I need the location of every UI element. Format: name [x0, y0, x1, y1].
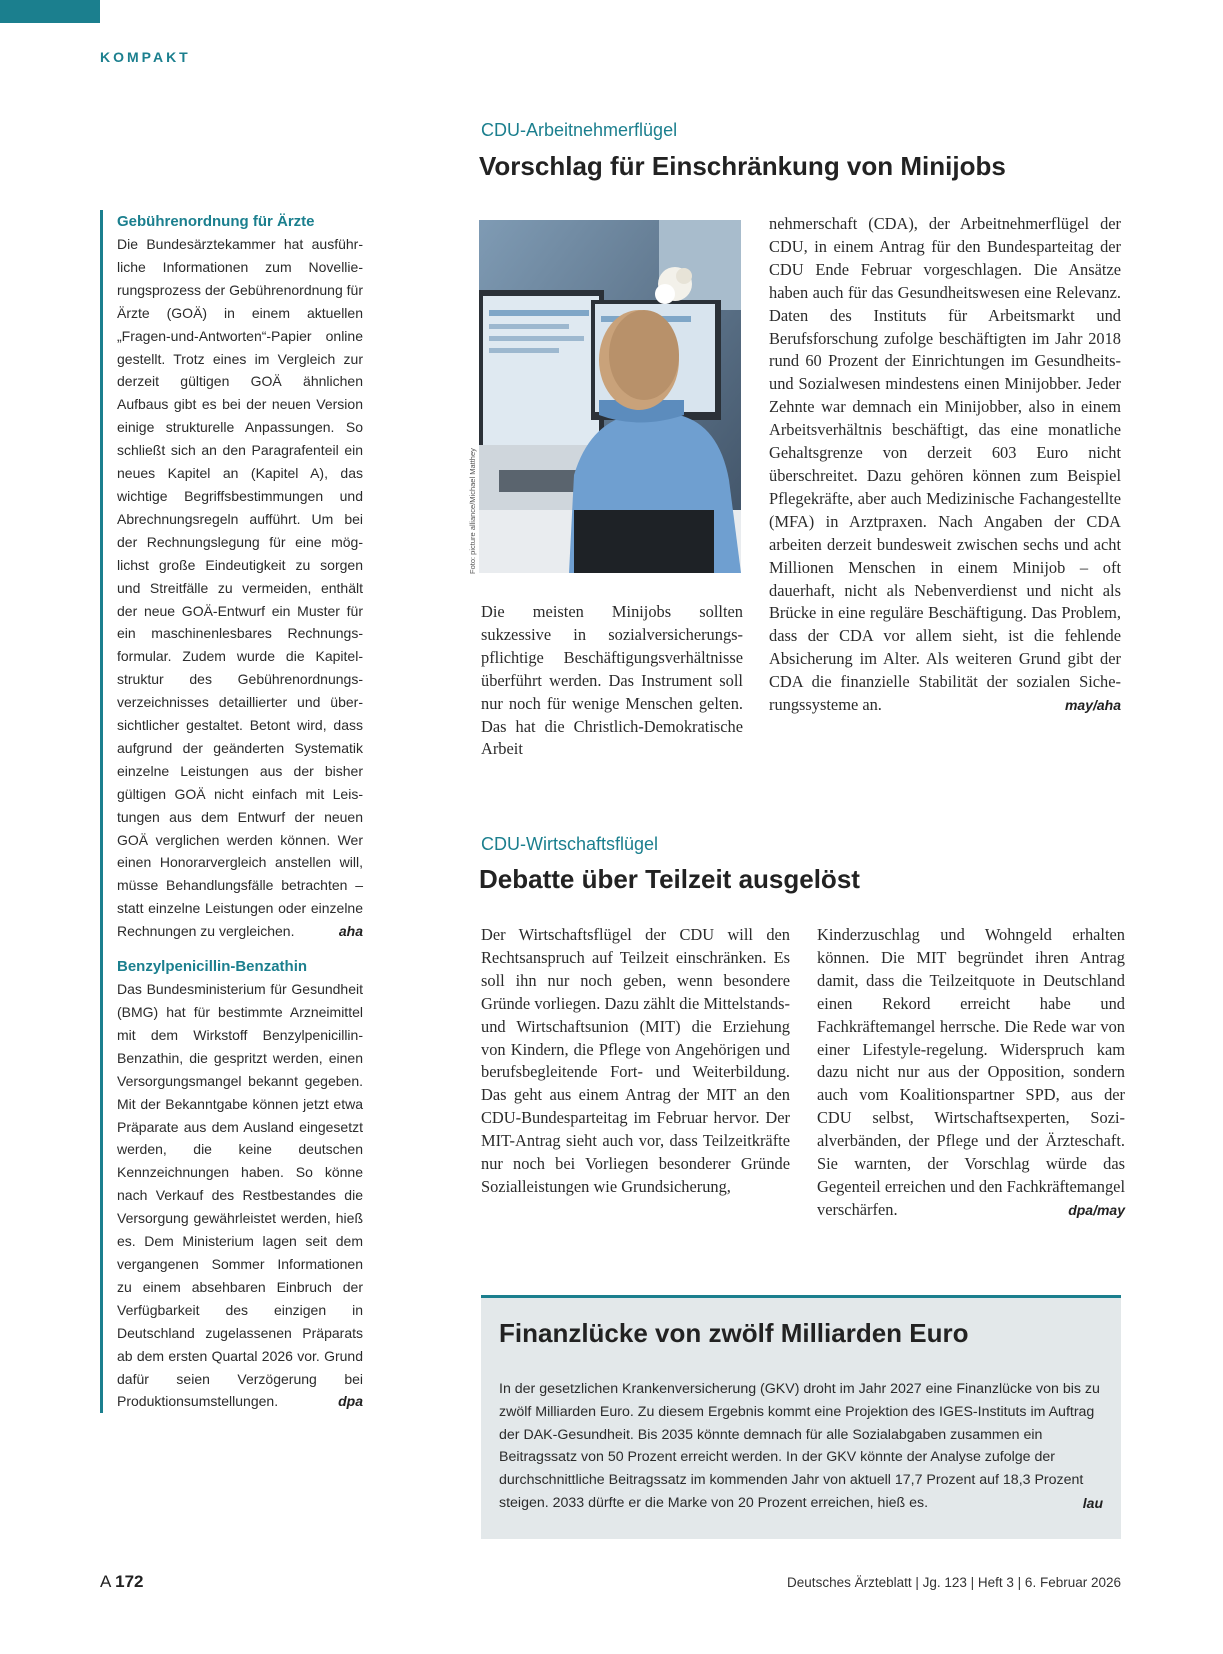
- sidebar-item-title: Benzylpenicillin-Benzathin: [117, 958, 308, 976]
- article2-column-2-text: Kinderzuschlag und Wohngeld erhalten können. Die MIT begründet ihren Antrag damit, dass die Teilzeitquote in Deutschland einen Rekord erreicht habe und Fachkräftemangel herrsche. Die Rede war von einer Lifestyle-regelung. Widerspruch kam dazu nicht nur aus der Opposition, sondern auch vom Koalitionspartner SPD, aus der CDU selbst, Wirtschaftsexperten, Sozialverbänden, der Pflege und der Ärzteschaft. Sie warnten, der Vorschlag würde das Gegenteil erreichen und den Fachkräftemangel verschärfen.: [817, 925, 1125, 1219]
- publication-info: Deutsches Ärzteblatt | Jg. 123 | Heft 3 | 6. Februar 2026: [787, 1575, 1121, 1590]
- page-number-value: 172: [115, 1572, 144, 1591]
- sidebar-item-text: Die Bundesärztekammer hat ausführliche Informationen zum Novellierungsprozess der Gebührenordnung für Ärzte (GOÄ) in einem aktuellen „Fragen-und-Antworten“-Papier online gestellt. Trotz eines im Vergleich zur derzeit gültigen GOÄ ähnlichen Aufbaus gibt es bei der neuen Version einige strukturelle Anpassungen. So schließt sich an den Paragrafenteil ein neues Kapitel an (Kapitel A), das wichtige Begriffsbestimmungen und Abrechnungsregeln aufführt. Um bei der Rechnungslegung für eine möglichst große Eindeutigkeit zu sorgen und Streitfälle zu vermeiden, enthält der neue GOÄ-Entwurf ein Muster für ein maschinenlesbares Rechnungsformular. Zudem wurde die Kapitelstruktur des Gebührenordnungsverzeichnisses detaillierter und übersichtlicher gestaltet. Betont wird, dass aufgrund der geänderten Systematik einzelne Leistungen aus der bisher gültigen GOÄ nicht einfach mit Leistungen aus dem Entwurf der neuen GOÄ verglichen werden können. Wer einen Honorarvergleich anstellen will, müsse Behandlungsfälle betrachten – statt einzelne Leistungen oder einzelne Rechnungen zu vergleichen.: [117, 236, 363, 940]
- info-box-text: [499, 1378, 1103, 1515]
- article1-column-2: [769, 213, 1121, 717]
- page-prefix: A: [100, 1572, 111, 1591]
- sidebar-item-body: [117, 233, 363, 943]
- article1-signature: may/aha: [1064, 697, 1121, 714]
- info-box-title: Finanzlücke von zwölf Milliarden Euro: [499, 1318, 969, 1348]
- sidebar-item-signature: aha: [338, 923, 363, 940]
- article2-column-1: Der Wirtschaftsflügel der CDU will den Rechtsanspruch auf Teilzeit einschränken. Es soll ihn nur noch geben, wenn besondere Gründe vorliegen. Dazu zählt die Mittelstands- und Wirtschaftsunion (MIT) die Erziehung von Kindern, die Pflege von Angehörigen und berufsbegleitende Fort- und Weiterbildung. Das geht aus einem Antrag der MIT an den CDU-Bundesparteitag im Februar hervor. Der MIT-Antrag sieht auch vor, dass Teilzeitkräfte nur noch bei Vorliegen besonderer Gründe Sozialleistungen wie Grundsicherung,: [481, 925, 790, 1196]
- article1-photo: [479, 220, 741, 573]
- article1-headline: Vorschlag für Einschränkung von Minijobs: [479, 151, 1006, 181]
- nurse-at-monitors-illustration: [479, 220, 741, 573]
- article2-headline: Debatte über Teilzeit ausgelöst: [479, 864, 860, 894]
- sidebar-item-text: Das Bundesministerium für Gesundheit (BMG) hat für bestimmte Arzneimittel mit dem Wirkstoff Benzylpenicillin-Benzathin, die gespritzt werden, einen Versorgungsmangel bekannt gegeben. Mit der Bekanntgabe können jetzt etwa Präparate aus dem Ausland eingesetzt werden, die keine deutschen Kennzeichnungen haben. So könne nach Verkauf des Restbestandes die Versorgung gewährleistet werden, hieß es. Dem Ministerium lagen seit dem vergangenen Sommer Informationen zu einem absehbaren Einbruch der Verfügbarkeit des einzigen in Deutschland zugelassenen Präparats ab dem ersten Quartal 2026 vor. Grund dafür seien Verzögerung bei Produktionsumstellungen.: [117, 981, 363, 1410]
- article1-column-1: Die meisten Minijobs sollten sukzessive in sozialversicherungspflichtige Beschäftigungsverhältnisse überführt werden. Das Instrument soll nur noch für wenige Menschen gelten. Das hat die Christlich-Demokratische Arbeit: [481, 602, 743, 759]
- info-box: [481, 1295, 1121, 1539]
- article1-column-2-text: nehmerschaft (CDA), der Arbeitnehmerflügel der CDU, in einem Antrag für den Bundesparteitag der CDU Ende Februar vorgeschlagen. Die Ansätze haben auch für das Gesundheitswesen eine Relevanz. Daten des Instituts für Arbeitsmarkt und Berufsforschung zufolge beschäftigten im Jahr 2018 rund 60 Prozent der Einrichtungen im Gesundheits- und Sozialwesen mindestens einen Minijobber. Jeder Zehnte war demnach ein Minijobber, also in einem Arbeitsverhältnis beschäftigt, das eine monatliche Gehaltsgrenze von derzeit 603 Euro nicht überschreitet. Dazu gehören können zum Beispiel Pflegekräfte, aber auch Medizinische Fachangestellte (MFA) in Arztpraxen. Nach Angaben der CDA arbeiten derzeit bundesweit zwischen sechs und acht Millionen Menschen in einem Minijob – oft dauerhaft, nicht als Nebenverdienst und nicht als Brücke in eine reguläre Beschäftigung. Das Problem, dass der CDA vor allem sieht, ist die fehlende Absicherung im Alter. Als weiteren Grund gibt der CDA die finanzielle Stabilität der sozialen Sicherungssysteme an.: [769, 214, 1121, 715]
- sidebar-item-body: [117, 978, 363, 1413]
- sidebar-item-goae: [103, 210, 363, 943]
- sidebar-item-signature: dpa: [338, 1393, 363, 1410]
- article1-kicker: CDU-Arbeitnehmerflügel: [481, 120, 678, 140]
- article2-column-2: [817, 924, 1125, 1222]
- photo-credit: Foto: picture alliance/Michael Matthey: [468, 448, 477, 574]
- section-tab-bar: [0, 0, 100, 23]
- article2-signature: dpa/may: [1068, 1201, 1125, 1218]
- info-box-body: In der gesetzlichen Krankenversicherung (GKV) droht im Jahr 2027 eine Finanzlücke von bis zu zwölf Milliarden Euro. Zu diesem Ergebnis kommt eine Projektion des IGES-Instituts im Auftrag der DAK-Gesundheit. Bis 2035 könnte demnach für alle Sozialabgaben zusammen ein Beitragssatz von 50 Prozent erreicht werden. In der GKV könnte der Analyse zufolge der durchschnittliche Beitragssatz im kommenden Jahr von aktuell 17,7 Prozent auf 18,3 Prozent steigen. 2033 dürfte er die Marke von 20 Prozent erreichen, hieß es.: [499, 1381, 1100, 1511]
- section-label: KOMPAKT: [100, 49, 191, 65]
- info-box-signature: lau: [1082, 1494, 1103, 1511]
- sidebar: [100, 210, 363, 1413]
- article2-kicker: CDU-Wirtschaftsflügel: [481, 834, 659, 854]
- sidebar-item-title: Gebührenordnung für Ärzte: [117, 213, 315, 230]
- sidebar-item-benzylpenicillin: [103, 955, 363, 1413]
- page-number: [100, 1572, 144, 1592]
